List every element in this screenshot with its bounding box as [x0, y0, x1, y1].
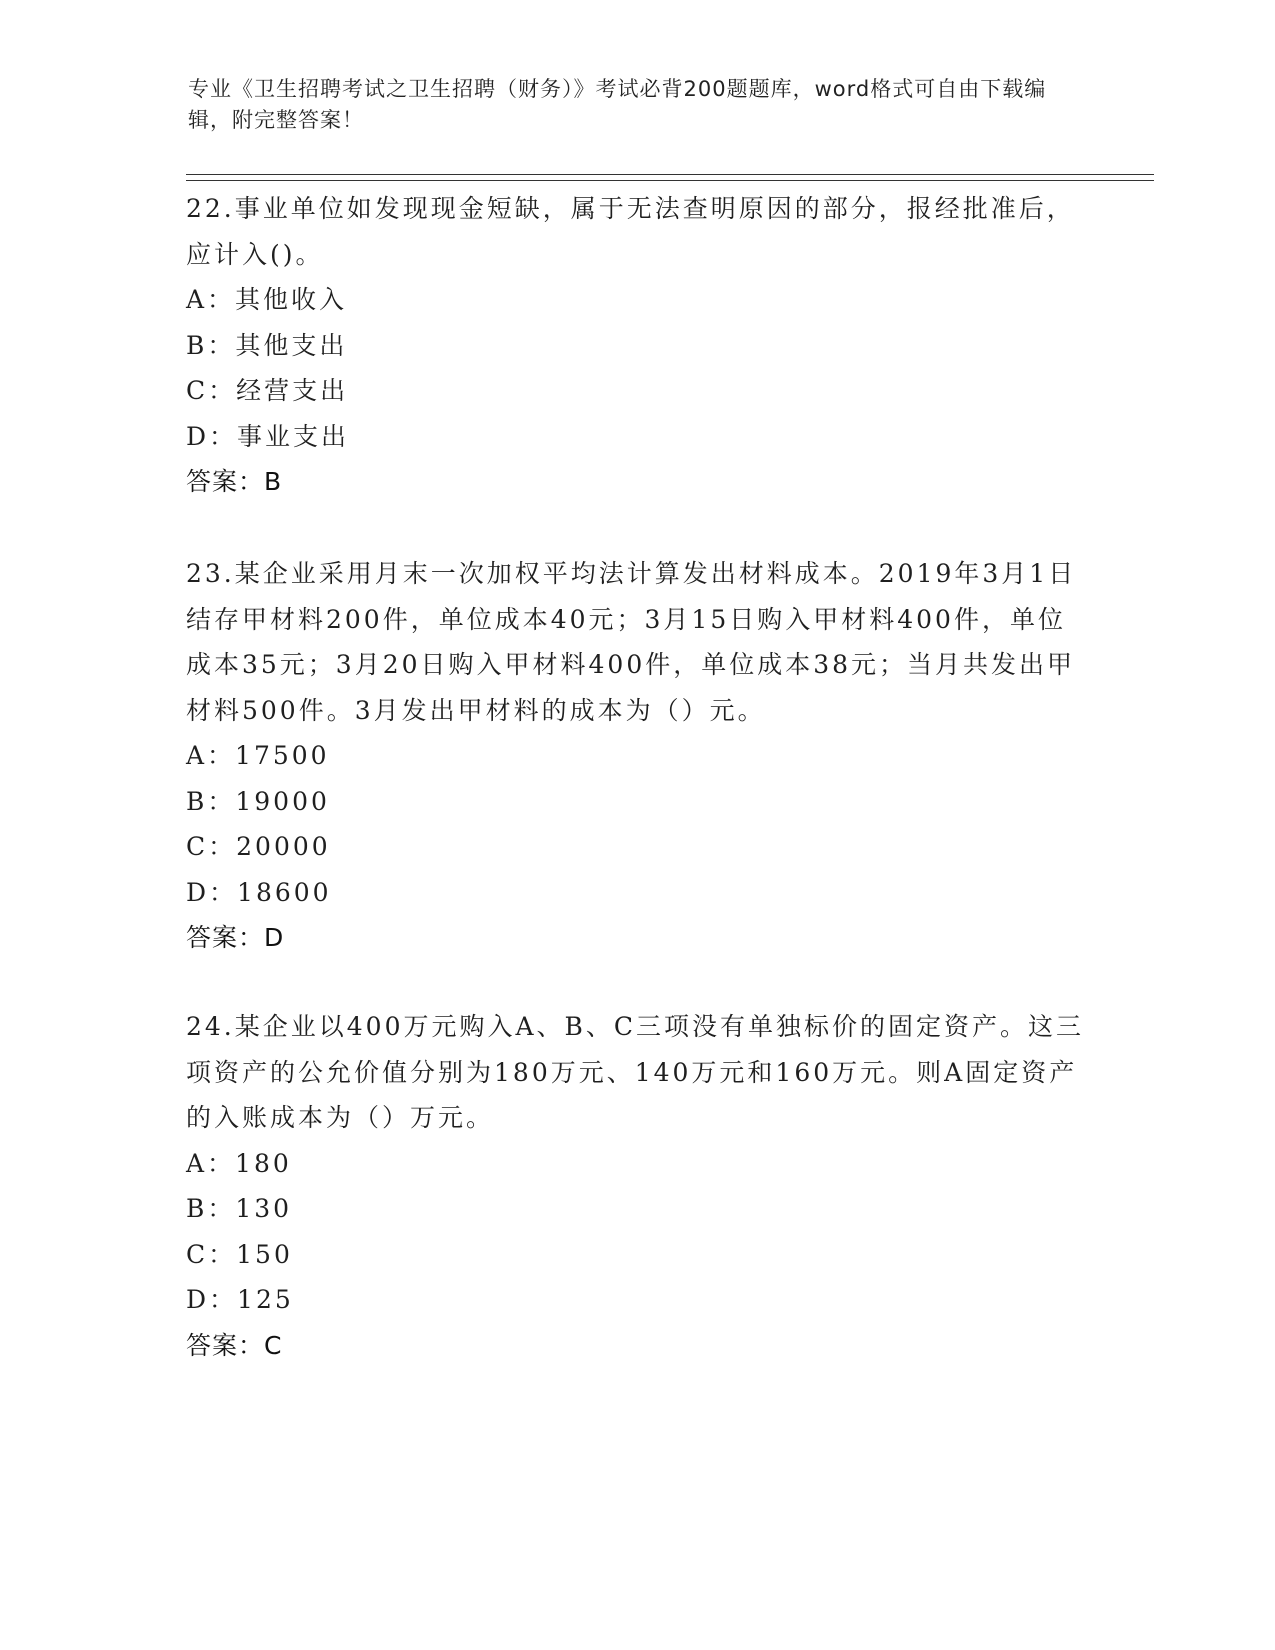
answer-line: 答案：B — [186, 467, 283, 496]
header-divider-bottom — [186, 180, 1154, 181]
option-d: D：18600 — [186, 877, 332, 907]
question-22 — [186, 186, 1086, 504]
document-header: 专业《卫生招聘考试之卫生招聘（财务）》考试必背200题题库，word格式可自由下载编辑，附完整答案！ — [188, 77, 1047, 132]
option-b: B：19000 — [186, 786, 330, 816]
option-b: B：130 — [186, 1194, 293, 1223]
header-divider-top — [186, 174, 1154, 175]
question-24 — [186, 1004, 1086, 1368]
option-c: C：150 — [186, 1239, 293, 1269]
option-c: C：20000 — [186, 832, 331, 861]
option-a: A：17500 — [186, 741, 330, 770]
option-b: B：其他支出 — [186, 330, 348, 360]
option-c: C：经营支出 — [186, 376, 349, 405]
option-d: D：事业支出 — [186, 421, 350, 451]
answer-line: 答案：C — [186, 1330, 283, 1360]
question-23 — [186, 551, 1086, 960]
question-stem: 24.某企业以400万元购入A、B、C三项没有单独标价的固定资产。这三项资产的公允价值分别为180万元、140万元和160万元。则A固定资产的入账成本为（）万元。 — [186, 1012, 1085, 1132]
question-stem: 23.某企业采用月末一次加权平均法计算发出材料成本。2019年3月1日结存甲材料200件，单位成本40元；3月15日购入甲材料400件，单位成本35元；3月20日购入甲材料400件，单位成本38元；当月共发出甲材料500件。3月发出甲材料的成本为（）元。 — [186, 559, 1077, 725]
option-a: A：180 — [186, 1148, 292, 1178]
answer-line: 答案：D — [186, 923, 285, 952]
option-d: D：125 — [186, 1285, 294, 1314]
option-a: A：其他收入 — [186, 285, 348, 314]
question-stem: 22.事业单位如发现现金短缺，属于无法查明原因的部分，报经批准后，应计入()。 — [186, 194, 1075, 269]
